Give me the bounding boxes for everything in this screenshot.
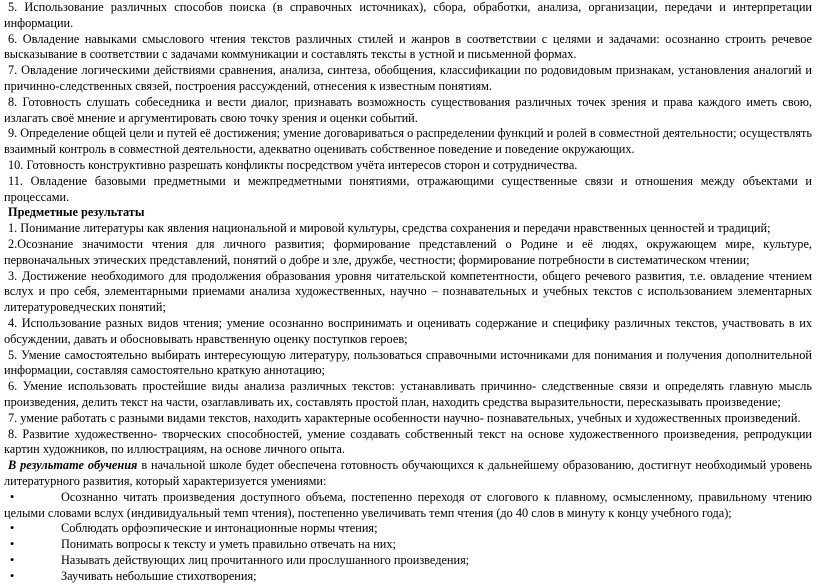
skill-bullet-text: Называть действующих лиц прочитанного или прослушанного произведения; — [61, 552, 470, 567]
bullet-dot-icon: • — [10, 552, 15, 567]
meta-item-5: 5. Использование различных способов поиска (в справочных источниках), сбора, обработки, анализа, организации, передачи и интерпретации информации. — [4, 0, 812, 30]
subject-item-8: 8. Развитие художественно- творческих способностей, умение создавать собственный текст на основе художественного произведения, репродукции картин художников, по иллюстрациям, на основе личного опыта. — [4, 426, 812, 457]
subject-item-7: 7. умение работать с разными видами текстов, находить характерные особенности научно- познавательных, учебных и художественных произведений. — [8, 410, 801, 425]
skill-bullet-1 — [4, 490, 812, 522]
meta-item-6: 6. Овладение навыками смыслового чтения текстов различных стилей и жанров в соответствии с целями и задачами: осознанно строить речевое высказывание в соответствии с задачами коммуникации и составлять тексты в устной и письменной формах. — [4, 31, 812, 62]
skill-bullet-3 — [4, 537, 812, 553]
skill-bullet-5 — [4, 569, 812, 584]
skill-bullet-2 — [4, 521, 812, 537]
learning-outcome-lead: В результате обучения — [8, 458, 138, 473]
meta-item-11: 11. Овладение базовыми предметными и межпредметными понятиями, отражающими существенные связи и отношения между объектами и процессами. — [4, 173, 812, 204]
learning-outcome-intro — [4, 458, 812, 490]
skill-bullet-text: Заучивать небольшие стихотворения; — [61, 568, 257, 583]
subject-item-5: 5. Умение самостоятельно выбирать интересующую литературу, пользоваться справочными источниками для понимания и получения дополнительной информации, составляя самостоятельно краткую аннотацию; — [4, 347, 812, 378]
subject-item-3: 3. Достижение необходимого для продолжения образования уровня читательской компетентности, общего речевого развития, т.е. овладение чтением вслух и про себя, элементарными приемами анализа художественных, научно – познавательных и учебных текстов с использованием элементарных литературоведческих понятий; — [4, 268, 812, 315]
bullet-dot-icon: • — [10, 568, 15, 583]
subject-item-4: 4. Использование разных видов чтения; умение осознанно воспринимать и оценивать содержание и специфику различных текстов, участвовать в их обсуждении, давать и обосновывать нравственную оценку поступков героев; — [4, 315, 812, 346]
bullet-dot-icon: • — [10, 537, 15, 552]
skill-bullet-text: Соблюдать орфоэпические и интонационные нормы чтения; — [61, 521, 378, 536]
meta-item-7: 7. Овладение логическими действиями сравнения, анализа, синтеза, обобщения, классификации по родовидовым признакам, установления аналогий и причинно-следственных связей, построения рассуждений, отнесения к известным понятиям. — [4, 63, 812, 93]
skill-bullet-4 — [4, 553, 812, 569]
skill-bullet-text: Понимать вопросы к тексту и уметь правильно отвечать на них; — [61, 537, 396, 552]
learning-outcome-text: в начальной школе будет обеспечена готовность обучающихся к дальнейшему образованию, достигнут необходимый уровень литературного развития, который характеризуется умениями: — [4, 458, 812, 488]
skill-bullet-text: Осознанно читать произведения доступного объема, постепенно переходя от слогового к плавному, осмысленному, правильному чтению целыми словами вслух (индивидуальный темп чтения), постепенно увеличивать темп чтения (до 40 слов в минуту к концу учебного года); — [4, 489, 812, 520]
meta-item-9: 9. Определение общей цели и путей её достижения; умение договариваться о распределении функций и ролей в совместной деятельности; осуществлять взаимный контроль в совместной деятельности, адекватно оценивать собственное поведение и поведение окружающих. — [4, 126, 812, 157]
meta-item-10: 10. Готовность конструктивно разрешать конфликты посредством учёта интересов сторон и сотрудничества. — [8, 157, 578, 172]
subject-item-6: 6. Умение использовать простейшие виды анализа различных текстов: устанавливать причинно- следственные связи и определять главную мысль произведения, делить текст на части, озаглавливать их, составлять простой план, находить средства выразительности, пересказывать произведение; — [4, 379, 812, 409]
subject-item-1: 1. Понимание литературы как явления национальной и мировой культуры, средства сохранения и передачи нравственных ценностей и традиций; — [8, 221, 771, 236]
subject-item-2: 2.Осознание значимости чтения для личного развития; формирование представлений о Родине и её людях, окружающем мире, культуре, первоначальных этических представлений, понятий о добре и зле, дружбе, честности; формирование потребности в систематическом чтении; — [4, 236, 812, 267]
bullet-dot-icon: • — [10, 521, 15, 536]
meta-item-8: 8. Готовность слушать собеседника и вести диалог, признавать возможность существования различных точек зрения и права каждого иметь свою, излагать своё мнение и аргументировать свою точку зрения и оценки событий. — [4, 94, 812, 125]
subject-results-heading: Предметные результаты — [8, 205, 145, 220]
bullet-dot-icon: • — [10, 489, 15, 504]
